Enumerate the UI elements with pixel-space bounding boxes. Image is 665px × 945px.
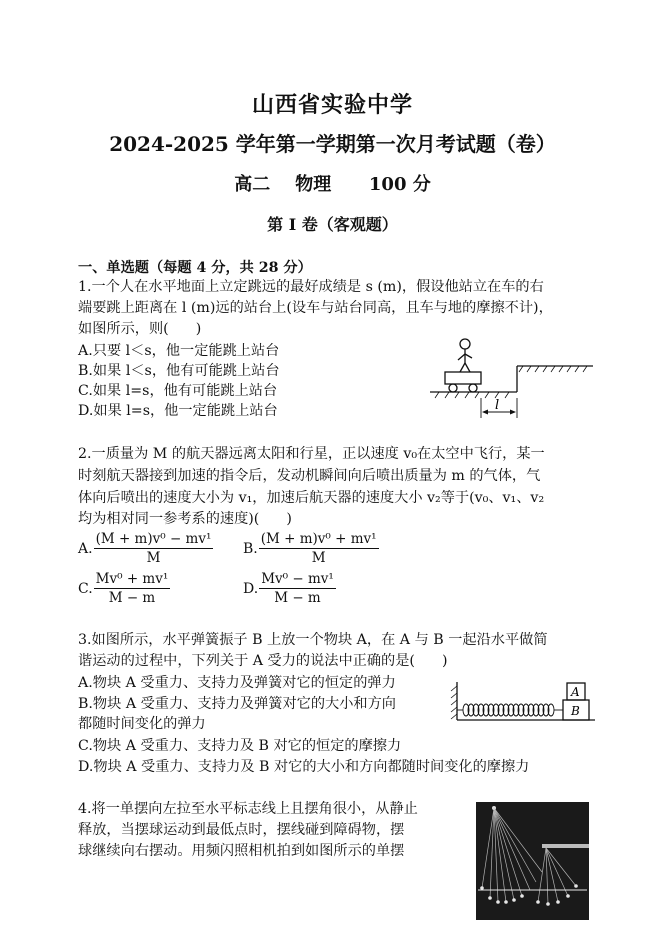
numerator: Mv⁰ + mv¹: [95, 571, 169, 587]
part-title: 第 I 卷（客观题）: [267, 215, 398, 234]
denominator: M − m: [108, 590, 156, 606]
denominator: M − m: [274, 590, 321, 606]
q3-figure-label-a: A: [571, 685, 580, 699]
fraction: [94, 531, 214, 566]
q3-option-c: C.物块 A 受重力、支持力及 B 对它的恒定的摩擦力: [78, 738, 402, 754]
q3-figure-label-b: B: [571, 704, 580, 718]
q1-option-a: A.只要 l＜s，他一定能跳上站台: [78, 343, 280, 359]
school-name: 山西省实验中学: [251, 92, 413, 118]
q1-line: 如图所示，则( ): [78, 321, 202, 337]
q2-option-c: [78, 571, 170, 606]
q2-option-label: C.: [78, 580, 93, 597]
q1-line: 1.一个人在水平地面上立定跳远的最好成绩是 s (m)，假设他站立在车的右: [78, 279, 544, 295]
denominator: M: [311, 550, 326, 566]
q4-line: 4.将一单摆向左拉至水平标志线上且摆角很小，从静止: [78, 801, 418, 817]
q2-line: 2.一质量为 M 的航天器远离太阳和行星，正以速度 v₀在太空中飞行，某一: [78, 446, 545, 462]
q2-option-label: A.: [78, 540, 93, 557]
numerator: (M + m)v⁰ + mv¹: [260, 531, 377, 547]
q3-option-b-cont: 都随时间变化的弹力: [78, 716, 206, 732]
q2-option-label: D.: [243, 580, 259, 597]
q3-figure: [447, 678, 597, 724]
q2-option-d: [243, 571, 336, 606]
numerator: Mv⁰ − mv¹: [261, 571, 334, 587]
q3-option-b: B.物块 A 受重力、支持力及弹簧对它的大小和方向: [78, 696, 396, 712]
fraction: [94, 571, 171, 606]
q3-line: 3.如图所示，水平弹簧振子 B 上放一个物块 A，在 A 与 B 一起沿水平做简: [78, 632, 548, 648]
q1-option-b: B.如果 l＜s，他有可能跳上站台: [78, 363, 280, 379]
exam-title: 2024-2025 学年第一学期第一次月考试题（卷）: [109, 132, 556, 156]
q2-line: 体向后喷出的速度大小为 v₁，加速后航天器的速度大小 v₂等于(v₀、v₁、v₂: [78, 490, 545, 506]
q2-option-b: [243, 531, 379, 566]
q4-photo: [476, 802, 589, 920]
q3-line: 谐运动的过程中，下列关于 A 受力的说法中正确的是( ): [78, 653, 448, 669]
subject-line: 高二 物理 100 分: [234, 174, 431, 195]
q2-line: 时刻航天器接到加速的指令后，发动机瞬间向后喷出质量为 m 的气体，气: [78, 468, 541, 484]
q4-line: 球继续向右摆动。用频闪照相机拍到如图所示的单摆: [78, 843, 405, 859]
section-heading: 一、单选题（每题 4 分，共 28 分）: [78, 260, 312, 276]
q1-figure-label: l: [495, 398, 500, 413]
denominator: M: [146, 550, 161, 566]
q2-option-a: [78, 531, 213, 566]
q2-option-label: B.: [243, 540, 258, 557]
q1-figure: [425, 336, 595, 424]
q4-line: 释放，当摆球运动到最低点时，摆线碰到障碍物，摆: [78, 822, 405, 838]
q1-line: 端要跳上距离在 l (m)远的站台上(设车与站台同高，且车与地的摩擦不计)，: [78, 300, 553, 316]
fraction: [259, 531, 379, 566]
numerator: (M + m)v⁰ − mv¹: [95, 531, 212, 547]
q3-option-d: D.物块 A 受重力、支持力及 B 对它的大小和方向都随时间变化的摩擦力: [78, 759, 530, 775]
q2-line: 均为相对同一参考系的速度)( ): [78, 511, 292, 527]
q1-option-c: C.如果 l=s，他有可能跳上站台: [78, 383, 278, 399]
fraction: [259, 571, 336, 606]
q3-option-a: A.物块 A 受重力、支持力及弹簧对它的恒定的弹力: [78, 675, 396, 691]
q1-option-d: D.如果 l=s，他一定能跳上站台: [78, 403, 278, 419]
